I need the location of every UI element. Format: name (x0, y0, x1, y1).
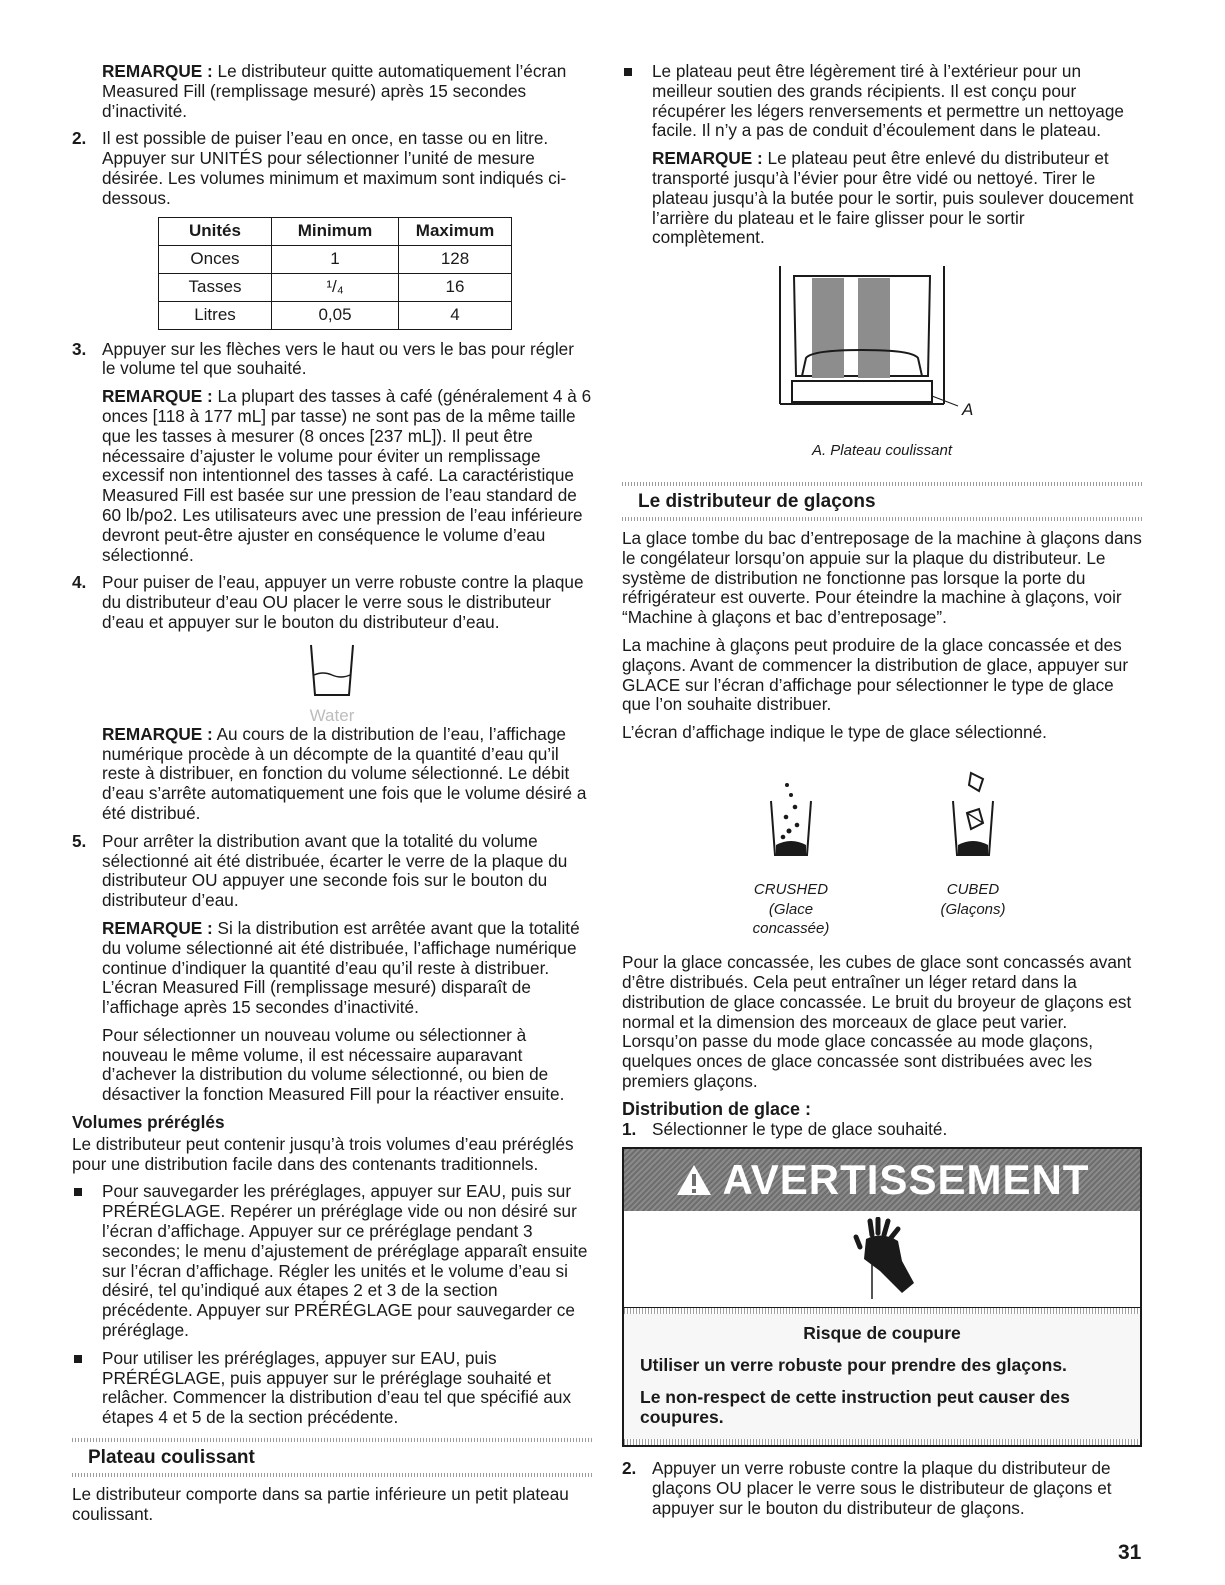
table-cell: 128 (399, 245, 512, 273)
figure-callout: A (962, 400, 974, 420)
bullet-icon (624, 68, 632, 76)
warning-header (624, 1149, 1140, 1211)
bullet-icon (74, 1188, 82, 1196)
step-3: 3. Appuyer sur les flèches vers le haut ou vers le bas pour régler le volume tel que souhaité. (72, 338, 574, 379)
units-table (158, 217, 512, 330)
ice-step-1: 1. Sélectionner le type de glace souhaité. (622, 1118, 948, 1139)
table-cell: ¹/₄ (272, 273, 399, 301)
section-title: Plateau coulissant (88, 1447, 255, 1469)
cubed-label: CUBED (946, 880, 1000, 898)
note-auto-exit: REMARQUE : Le distributeur quitte automatiquement l’écran Measured Fill (remplissage mesuré) après 15 secondes d’inactivité. (102, 61, 567, 121)
step-2: 2. Il est possible de puiser l’eau en once, en tasse ou en litre. Appuyer sur UNITÉS pour sélectionner l’unité de mesure désirée. Les volumes minimum et maximum sont indiqués ci-dessous. (72, 128, 567, 208)
list-item: Pour sauvegarder les préréglages, appuyer sur EAU, puis sur PRÉRÉGLAGE. Repérer un préréglage vide ou non désiré sur l’écran d’affichage. Appuyer sur ce préréglage pendant 3 secondes; le menu d’ajustement de préréglage apparaît ensuite sur l’écran d’affichage. Régler les unités et le volume d’eau si désiré, tel qu’indiqué aux étapes 2 et 3 de la section précédente. Appuyer sur PRÉRÉGLAGE pour sauvegarder ce préréglage. (72, 1182, 592, 1340)
cubed-option (913, 771, 1033, 939)
list-item: Le plateau peut être légèrement tiré à l’extérieur pour un meilleur soutien des grands récipients. Il est conçu pour récupérer les légers renversements et permettre un nettoyage facile. Il n’y a pas de conduit d’écoulement dans le plateau. (622, 62, 1142, 141)
ice-para: La glace tombe du bac d’entreposage de la machine à glaçons dans le congélateur lorsqu’on appuie sur la plaque du distributeur. Le système de distribution ne fonctionne pas lorsque la porte du réfrigérateur est ouverte. Pour éteindre la machine à glaçons, voir “Machine à glaçons et bac d’entreposage”. (622, 527, 1142, 628)
cubed-sub: (Glaçons) (940, 900, 1006, 918)
note-coffee-cups: REMARQUE : La plupart des tasses à café (généralement 4 à 6 onces [118 à 177 mL] par tasse) ne sont pas de la même taille que les tasses à mesurer (8 onces [237 mL]). Il peut être nécessaire d’ajuster le volume pour éviter un remplissage excessif non intentionnel des tasses à café. La caractéristique Measured Fill est basée sur une pression de l’eau standard de 60 lb/po2. Les utilisateurs avec une pression de l’eau inférieure devront peut-être ajuster en conséquence le volume d’eau sélectionné. (102, 386, 592, 565)
table-cell: Onces (159, 245, 272, 273)
presets-text: Le distributeur peut contenir jusqu’à trois volumes d’eau préréglés pour une distribution facile dans des contenants traditionnels. (72, 1133, 574, 1174)
section-title: Le distributeur de glaçons (638, 491, 876, 513)
table-header: Minimum (272, 217, 399, 245)
section-tray (72, 1438, 592, 1477)
section-ice (622, 482, 1142, 521)
left-column (72, 62, 592, 1532)
ice-para: La machine à glaçons peut produire de la glace concassée et des glaçons. Avant de commencer la distribution de glace, appuyer sur GLACE sur l’écran d’affichage pour sélectionner le type de glace que l’on souhaite distribuer. (622, 634, 1129, 715)
divider (624, 1439, 1140, 1445)
ice-step-2: 2. Appuyer un verre robuste contre la plaque du distributeur de glaçons OU placer le verre sous le distributeur de glaçons et appuyer sur le bouton du distributeur de glaçons. (622, 1458, 1112, 1519)
cut-hand-icon (842, 1217, 922, 1301)
warning-triangle-icon (675, 1163, 713, 1197)
figure-caption: A. Plateau coulissant (811, 441, 953, 459)
crushed-sub: (Glace concassée) (752, 900, 830, 938)
tray-illustration-icon (772, 256, 992, 436)
ice-para: L’écran d’affichage indique le type de glace sélectionné. (622, 722, 1047, 743)
table-cell: 1 (272, 245, 399, 273)
table-header-row (159, 217, 512, 245)
note-countdown: REMARQUE : Au cours de la distribution de l’eau, l’affichage numérique procède à un décompte de la quantité d’eau qu’il reste à distribuer, en fonction du volume sélectionné. Le débit d’eau s’arrête automatiquement une fois que le volume désiré a été distribué. (102, 723, 587, 823)
table-cell: Litres (159, 301, 272, 329)
para-new-volume: Pour sélectionner un nouveau volume ou sélectionner à nouveau le même volume, il est nécessaire auparavant d’achever la distribution du volume sélectionné, ou bien de désactiver la fonction Measured Fill pour la réactiver ensuite. (102, 1024, 565, 1105)
warning-title: AVERTISSEMENT (722, 1156, 1090, 1204)
water-glass-icon (297, 641, 367, 701)
table-header: Maximum (399, 217, 512, 245)
table-row (159, 301, 512, 329)
ice-para: Pour la glace concassée, les cubes de glace sont concassés avant d’être distribués. Cela peut entraîner un léger retard dans la distribution de glace concassée. Le bruit du broyeur de glaçons est normal et la dimension des morceaux de glace peut varier. Lorsqu’on passe du mode glace concassée au mode glaçons, quelques onces de glace concassée sont distribuées avec les premiers glaçons. (622, 952, 1132, 1091)
table-cell: 0,05 (272, 301, 399, 329)
table-cell: 4 (399, 301, 512, 329)
warning-icon-row (624, 1211, 1140, 1308)
warning-risk: Risque de coupure (803, 1323, 961, 1344)
water-label: Water (309, 705, 355, 725)
note-tray: REMARQUE : Le plateau peut être enlevé du distributeur et transporté jusqu’à l’évier pour être vidé ou nettoyé. Tirer le plateau jusqu’à la butée pour le sortir, puis soulever doucement l’arrière du plateau et le faire glisser pour le sortir complètement. (652, 148, 1134, 248)
crushed-option (731, 771, 851, 939)
table-cell: Tasses (159, 273, 272, 301)
table-cell: 16 (399, 273, 512, 301)
distribution-heading: Distribution de glace : (622, 1098, 812, 1119)
right-column (622, 62, 1142, 1527)
cubed-ice-icon (943, 771, 1003, 861)
page-number: 31 (1118, 1541, 1142, 1564)
crushed-ice-icon (761, 771, 821, 861)
water-icon (297, 641, 367, 725)
presets-heading: Volumes préréglés (72, 1112, 225, 1133)
warning-box (622, 1147, 1142, 1447)
warning-line-1: Utiliser un verre robuste pour prendre des glaçons. (640, 1355, 1067, 1376)
step-5: 5. Pour arrêter la distribution avant que la totalité du volume sélectionné ait été distribuée, écarter le verre de la plaque du distributeur OU appuyer une seconde fois sur le bouton du distributeur d’eau. (72, 830, 568, 911)
warning-line-2: Le non-respect de cette instruction peut causer des coupures. (640, 1386, 1070, 1427)
table-header: Unités (159, 217, 272, 245)
bullet-icon (74, 1355, 82, 1363)
list-item: Pour utiliser les préréglages, appuyer sur EAU, puis PRÉRÉGLAGE, puis appuyer sur le préréglage souhaité et relâcher. Commencer la distribution d’eau tel que spécifié aux étapes 4 et 5 de la section précédente. (72, 1349, 592, 1428)
table-row (159, 273, 512, 301)
ice-type-icons (622, 771, 1142, 939)
tray-text: Le distributeur comporte dans sa partie inférieure un petit plateau coulissant. (72, 1483, 569, 1524)
tray-figure (772, 256, 992, 459)
note-stop: REMARQUE : Si la distribution est arrêtée avant que la totalité du volume sélectionné ait été distribuée, l’affichage numérique continue d’indiquer la quantité d’eau qu’il reste à distribuer. L’écran Measured Fill (remplissage mesuré) disparaît de l’affichage après 15 secondes d’inactivité. (102, 917, 580, 1018)
table-row (159, 245, 512, 273)
step-4: 4. Pour puiser de l’eau, appuyer un verre robuste contre la plaque du distributeur d’eau OU placer le verre sous le distributeur d’eau et appuyer sur le bouton du distributeur d’eau. (72, 572, 584, 632)
crushed-label: CRUSHED (753, 880, 829, 898)
divider (622, 517, 1142, 521)
divider (72, 1473, 592, 1477)
warning-body (624, 1314, 1140, 1439)
